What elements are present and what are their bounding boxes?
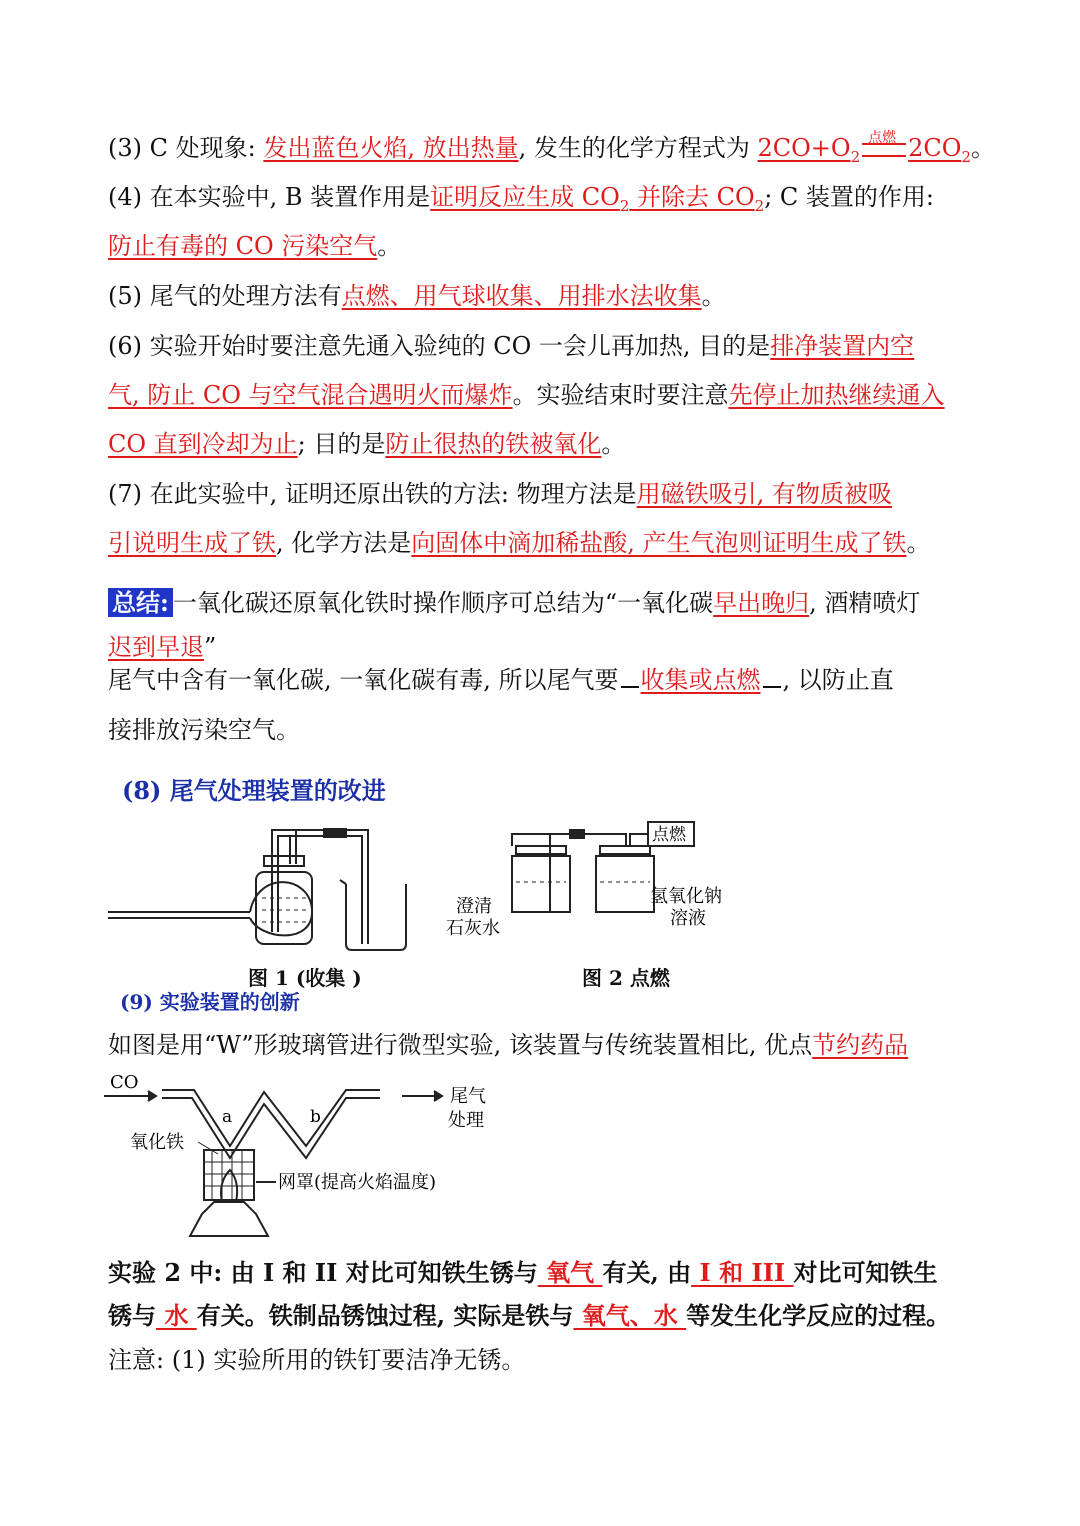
line-6: (6) 实验开始时要注意先通入验纯的 CO 一会儿再加热, 目的是排净装置内空	[108, 332, 915, 360]
line-3: (3) C 处现象: 发出蓝色火焰, 放出热量, 发生的化学方程式为 $2CO+O_2$ 点燃 $2CO_2$。	[108, 129, 995, 166]
line-4: (4) 在本实验中, B 装置作用是证明反应生成 $CO_2$ 并除去 $CO_2$; C 装置的作用:	[108, 183, 935, 215]
naoh-label-1: 氢氧化钠	[650, 886, 722, 907]
ignite-label: 点燃	[652, 825, 686, 845]
naoh-bottle-icon	[596, 856, 654, 912]
tail-label-2: 处理	[448, 1110, 484, 1131]
alcohol-lamp-icon	[190, 1202, 268, 1236]
summary-b: 迟到早退”	[108, 633, 217, 661]
naoh-label-2: 溶液	[670, 908, 706, 929]
lime-water-label-1: 澄清	[456, 896, 492, 917]
line-4b: 防止有毒的 CO 污染空气。	[108, 232, 402, 260]
answer-3a: 发出蓝色火焰, 放出热量	[263, 134, 519, 162]
summary-tag: 总结:	[108, 588, 173, 617]
exp2-line-2: 锈与 水 有关。铁制品锈蚀过程, 实际是铁与 氧气、水 等发生化学反应的过程。	[108, 1301, 951, 1330]
summary: 总结: 一氧化碳还原氧化铁时操作顺序可总结为“一氧化碳早出晚归, 酒精喷灯	[108, 586, 920, 620]
point-b-label: b	[310, 1107, 321, 1127]
point-a-label: a	[222, 1107, 233, 1127]
w-tube-line: 如图是用“W”形玻璃管进行微型实验, 该装置与传统装置相比, 优点节约药品	[108, 1031, 909, 1059]
lime-water-label-2: 石灰水	[446, 918, 500, 939]
beaker-icon	[346, 884, 406, 950]
reaction-arrow: 点燃	[862, 143, 906, 157]
tail-label-1: 尾气	[450, 1086, 486, 1107]
line-7: (7) 在此实验中, 证明还原出铁的方法: 物理方法是用磁铁吸引, 有物质被吸	[108, 480, 892, 508]
equation: $2CO+O_2$ 点燃 $2CO_2$	[757, 129, 971, 166]
note: 注意: (1) 实验所用的铁钉要洁净无锈。	[108, 1346, 526, 1374]
balloon-icon	[250, 882, 312, 935]
line-5: (5) 尾气的处理方法有点燃、用气球收集、用排水法收集。	[108, 282, 726, 310]
w-tube-diagram	[100, 1066, 520, 1242]
tail-gas-b: 接排放污染空气。	[108, 716, 300, 744]
line-6b: 气, 防止 CO 与空气混合遇明火而爆炸。实验结束时要注意先停止加热继续通入	[108, 381, 945, 409]
exp2-line-1: 实验 2 中: 由 I 和 II 对比可知铁生锈与 氧气 有关, 由 I 和 III 对比可知铁生	[108, 1258, 938, 1287]
co-label: CO	[110, 1072, 139, 1093]
heading-9: (9) 实验装置的创新	[120, 990, 300, 1014]
iron-oxide-label: 氧化铁	[130, 1132, 184, 1153]
tail-gas-figures	[100, 820, 740, 970]
line-6c: CO 直到冷却为止; 目的是防止很热的铁被氧化。	[108, 430, 626, 458]
line-7b: 引说明生成了铁, 化学方法是向固体中滴加稀盐酸, 产生气泡则证明生成了铁。	[108, 529, 931, 557]
figure-1-caption: 图 1 (收集 )	[248, 966, 362, 990]
lime-water-bottle-icon	[512, 856, 570, 912]
heading-8: (8) 尾气处理装置的改进	[122, 776, 386, 805]
tail-gas: 尾气中含有一氧化碳, 一氧化碳有毒, 所以尾气要 收集或点燃 , 以防止直	[108, 666, 894, 694]
mesh-label: 网罩(提高火焰温度)	[278, 1172, 437, 1193]
figure-2-caption: 图 2 点燃	[582, 966, 670, 990]
